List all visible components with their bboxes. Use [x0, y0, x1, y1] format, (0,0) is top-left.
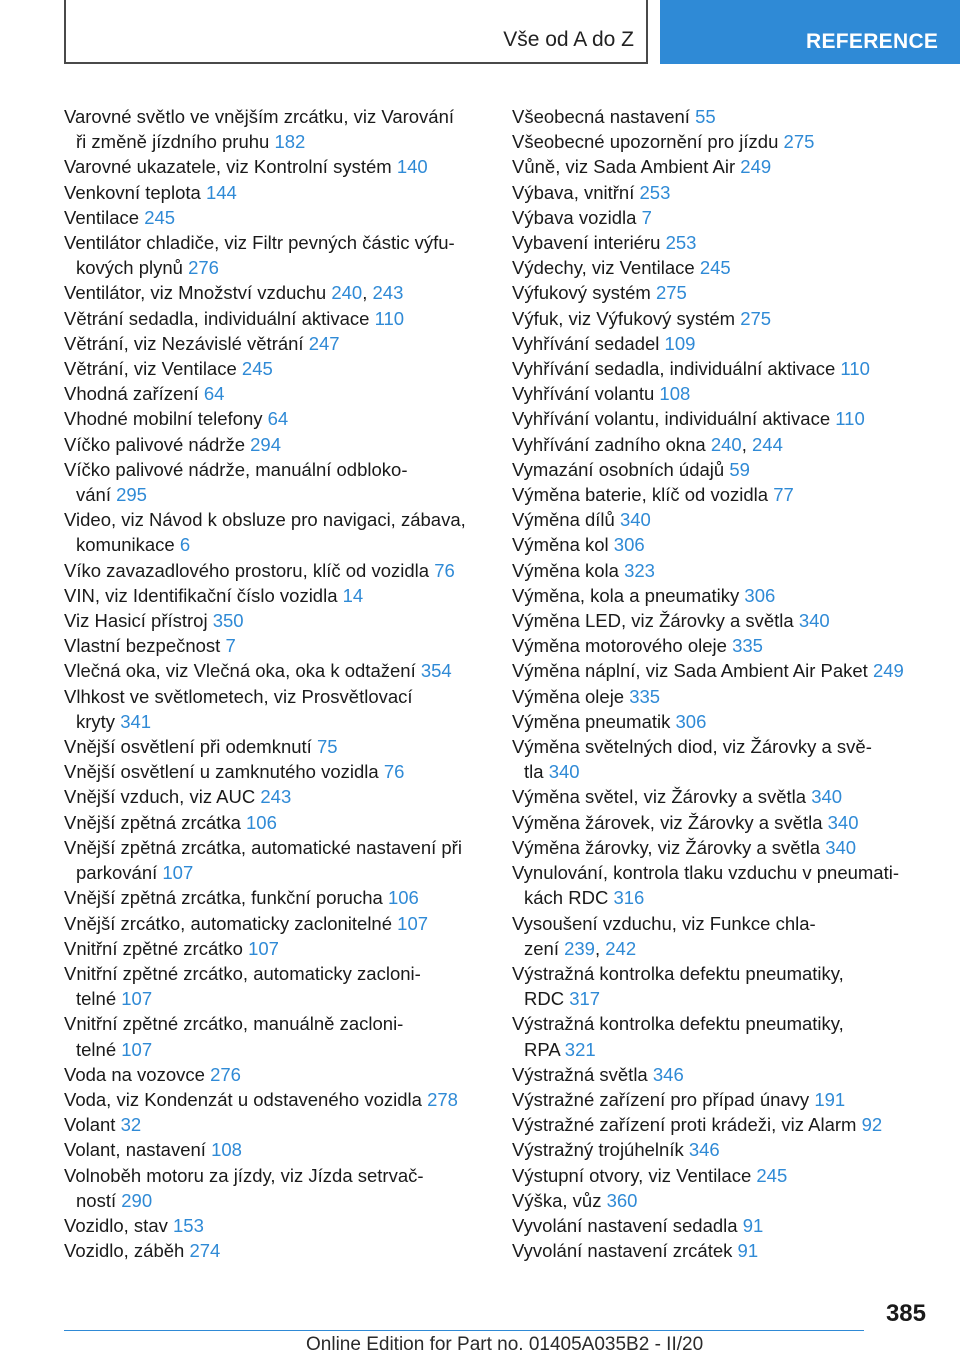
page-reference-link[interactable]: 306: [613, 534, 645, 556]
index-entry: [64, 734, 474, 759]
index-entry: [64, 205, 474, 230]
index-entry-text: Viz Hasicí přístroj: [64, 610, 213, 632]
index-entry-text: Vnitřní zpětné zrcátko: [64, 937, 249, 959]
index-entry-text: Varovné světlo ve vnějším zrcátku, viz Varování: [64, 106, 455, 127]
index-entry: [64, 608, 474, 633]
index-entry: [64, 558, 474, 583]
index-entry-text: Vhodná zařízení: [64, 383, 204, 405]
page-reference-link[interactable]: 245: [144, 206, 176, 228]
page-reference-link[interactable]: 107: [397, 912, 429, 934]
index-entry-text: Vnější osvětlení při odemknutí: [64, 736, 317, 758]
index-entry: [512, 1213, 932, 1238]
index-entry-text: Vyvolání nastavení sedadla: [512, 1214, 743, 1236]
index-entry-text: Vnější vzduch, viz AUC: [64, 786, 261, 808]
index-entry-text: Výstražná světla: [512, 1063, 653, 1085]
index-entry: [512, 1163, 932, 1188]
index-entry-text: Vlečná oka, viz Vlečná oka, oka k odtažení: [64, 660, 421, 682]
page-reference-link[interactable]: 7: [641, 206, 652, 228]
index-entry: [64, 759, 474, 784]
page-reference-link[interactable]: 243: [372, 282, 404, 304]
index-entry: [64, 356, 474, 381]
index-entry: [64, 306, 474, 331]
index-entry-text: Vozidlo, záběh: [64, 1240, 190, 1262]
page-reference-link[interactable]: 275: [655, 282, 687, 304]
page-reference-link[interactable]: 340: [619, 509, 651, 531]
index-entry: [64, 1213, 474, 1238]
page-reference-link[interactable]: 340: [827, 811, 859, 833]
index-entry-text: komunikace: [76, 534, 180, 556]
page-reference-link[interactable]: 106: [387, 887, 419, 909]
page-reference-link[interactable]: 340: [548, 761, 580, 783]
page-reference-link[interactable]: 350: [212, 610, 244, 632]
index-entry: [64, 784, 474, 809]
index-entry-text: parkování: [76, 862, 163, 884]
index-entry-text: Volnoběh motoru za jízdy, viz Jízda setrvač-: [64, 1164, 424, 1186]
page-reference-link[interactable]: 64: [267, 408, 289, 430]
index-entry-text: Vynulování, kontrola tlaku vzduchu v pneumati-: [512, 862, 900, 884]
index-entry: [64, 961, 474, 1011]
page-reference-link[interactable]: 6: [179, 534, 191, 556]
index-entry: [512, 129, 932, 154]
index-entry: [512, 784, 932, 809]
page-number: 385: [885, 1300, 926, 1327]
index-entry: [512, 180, 932, 205]
index-entry-text: Víko zavazadlového prostoru, klíč od vozidla: [64, 559, 435, 581]
index-entry-text: Vhodné mobilní telefony: [64, 408, 268, 430]
page-reference-link[interactable]: 7: [225, 635, 236, 657]
index-entry: [64, 1011, 474, 1061]
page-reference-link[interactable]: 335: [732, 635, 763, 657]
index-entry: [512, 633, 932, 658]
page-reference-link[interactable]: 59: [729, 458, 750, 480]
page-reference-link[interactable]: 191: [814, 1088, 846, 1110]
index-entry-text: Všeobecná nastavení: [512, 106, 696, 127]
index-entry: Ventilátor, viz Množství vzduchu 240, 243: [64, 282, 404, 304]
index-entry: [512, 709, 932, 734]
page-reference-link[interactable]: 107: [248, 937, 279, 959]
page-reference-link[interactable]: 294: [250, 433, 282, 455]
page-reference-link[interactable]: 341: [120, 710, 152, 732]
index-entry-text: Výměna kola: [512, 559, 625, 581]
index-entry: [512, 1112, 932, 1137]
edition-footer: Online Edition for Part no. 01405A035B2 - II/20: [306, 1334, 704, 1355]
index-entry-text: Výbava, vnitřní: [512, 181, 640, 203]
index-entry-text: Výměna dílů: [512, 509, 620, 531]
page-reference-link[interactable]: 140: [396, 156, 428, 178]
index-entry: [64, 810, 474, 835]
index-entry-text: kových plynů: [76, 257, 189, 279]
index-entry-text: Vyhřívání volantu, individuální aktivace: [512, 408, 836, 430]
index-entry-text: Všeobecné upozornění pro jízdu: [512, 131, 784, 153]
index-entry: [64, 633, 474, 658]
index-entry-text: kryty: [76, 710, 121, 732]
index-entry-text: Výměna světel, viz Žárovky a světla: [512, 786, 812, 808]
index-entry: [64, 331, 474, 356]
page-reference-link[interactable]: 107: [121, 1038, 153, 1060]
index-entry: [64, 1163, 474, 1213]
page-reference-link[interactable]: 109: [664, 332, 696, 354]
page-reference-link[interactable]: 316: [613, 887, 645, 909]
page-reference-link[interactable]: 340: [825, 836, 857, 858]
index-entry: [64, 835, 474, 885]
page-reference-link[interactable]: 108: [211, 1139, 242, 1161]
index-entry: [512, 684, 932, 709]
index-entry: [512, 255, 932, 280]
index-entry: [512, 734, 932, 784]
index-entry: [512, 1087, 932, 1112]
index-entry: [512, 1011, 932, 1061]
page-reference-link[interactable]: 317: [569, 988, 601, 1010]
index-entry: [64, 684, 474, 734]
index-entry-text: VIN, viz Identifikační číslo vozidla: [64, 584, 343, 606]
page-reference-link[interactable]: 306: [675, 710, 707, 732]
index-entry: [64, 885, 474, 910]
index-entry: [512, 507, 932, 532]
page-reference-link[interactable]: 76: [434, 559, 455, 581]
page-reference-link[interactable]: 340: [811, 786, 843, 808]
page-reference-link[interactable]: 295: [116, 484, 147, 506]
index-entry: [512, 810, 932, 835]
index-entry-text: Vnitřní zpětné zrcátko, automaticky zacloni-: [64, 962, 421, 984]
index-entry: [64, 936, 474, 961]
index-entry: [64, 381, 474, 406]
index-entry-text: Výbava vozidla: [512, 206, 642, 228]
index-entry: [64, 507, 474, 557]
index-entry: [512, 860, 932, 910]
page-reference-link[interactable]: 240: [331, 282, 363, 304]
page-reference-link[interactable]: 275: [740, 307, 772, 329]
index-entry-text: Výstražná kontrolka defektu pneumatiky,: [512, 1013, 844, 1035]
index-entry: [512, 583, 932, 608]
index-entry-text: Výška, vůz: [512, 1189, 607, 1211]
reference-tab: [660, 0, 960, 64]
index-entry-text: vání: [76, 484, 117, 506]
page-reference-link[interactable]: 249: [872, 660, 904, 682]
index-entry-text: Víčko palivové nádrže: [64, 433, 251, 455]
footer-divider: [64, 1330, 864, 1331]
page-reference-link[interactable]: 107: [162, 862, 194, 884]
page-reference-link[interactable]: 243: [260, 786, 292, 808]
index-entry: [512, 482, 932, 507]
index-entry-text: Vůně, viz Sada Ambient Air: [512, 156, 741, 178]
index-entry-text: Vyhřívání volantu: [512, 383, 660, 405]
index-entry-text: Vnější zpětná zrcátka, funkční porucha: [64, 887, 388, 909]
page-reference-link[interactable]: 153: [173, 1214, 204, 1236]
page-reference-link[interactable]: 274: [189, 1240, 221, 1262]
index-entry-text: Vnější zrcátko, automaticky zaclonitelné: [64, 912, 398, 934]
index-entry-text: Výstražný trojúhelník: [512, 1139, 689, 1161]
page-reference-link[interactable]: 275: [783, 131, 815, 153]
index-entry: [512, 558, 932, 583]
page-reference-link[interactable]: 335: [629, 685, 661, 707]
page-reference-link[interactable]: 323: [624, 559, 655, 581]
index-entry-text: RDC: [524, 988, 570, 1010]
index-entry: [512, 457, 932, 482]
page-reference-link[interactable]: 253: [665, 232, 697, 254]
index-entry: [64, 104, 474, 154]
index-entry: [512, 154, 932, 179]
index-entry-text: kách RDC: [524, 887, 614, 909]
page-reference-link[interactable]: 245: [756, 1164, 788, 1186]
index-entry: [512, 205, 932, 230]
index-entry-text: Vymazání osobních údajů: [512, 458, 730, 480]
index-entry-text: Ventilace: [64, 206, 145, 228]
index-entry-text: Výdechy, viz Ventilace: [512, 257, 700, 279]
index-entry-text: Vyhřívání sedadla, individuální aktivace: [512, 358, 841, 380]
index-entry-text: Výstupní otvory, viz Ventilace: [512, 1164, 757, 1186]
index-entry: [512, 230, 932, 255]
index-entry: [64, 180, 474, 205]
index-entry-text: Výměna oleje: [512, 685, 630, 707]
index-entry-text: Větrání, viz Ventilace: [64, 358, 242, 380]
page-reference-link[interactable]: 110: [374, 307, 405, 329]
index-entry: Vysoušení vzduchu, viz Funkce chla- zení 239, 242: [512, 912, 816, 959]
page-reference-link[interactable]: 244: [752, 433, 783, 455]
index-entry-text: Varovné ukazatele, viz Kontrolní systém: [64, 156, 397, 178]
index-entry: [512, 331, 932, 356]
index-entry-text: Vybavení interiéru: [512, 232, 666, 254]
page-reference-link[interactable]: 32: [120, 1114, 142, 1136]
page-reference-link[interactable]: 245: [241, 358, 273, 380]
index-entry: [64, 154, 474, 179]
index-entry: [512, 356, 932, 381]
index-entry-text: telné: [76, 988, 122, 1010]
page-reference-link[interactable]: 278: [427, 1088, 458, 1110]
page-reference-link[interactable]: 306: [744, 584, 776, 606]
page-reference-link[interactable]: 91: [742, 1214, 764, 1236]
page-reference-link[interactable]: 245: [699, 257, 731, 279]
index-entry-text: Vysoušení vzduchu, viz Funkce chla-: [512, 912, 816, 934]
index-entry-text: Vnitřní zpětné zrcátko, manuálně zacloni-: [64, 1013, 404, 1035]
index-entry-text: Výměna kol: [512, 534, 614, 556]
reference-tab-label: REFERENCE: [806, 30, 939, 53]
page-reference-link[interactable]: 253: [639, 181, 671, 203]
index-entry-text: Voda, viz Kondenzát u odstaveného vozidla: [64, 1088, 428, 1110]
index-entry-text: Vnější osvětlení u zamknutého vozidla: [64, 761, 384, 783]
index-entry: [512, 658, 932, 683]
index-entry: [512, 961, 932, 1011]
index-entry-text: Volant, nastavení: [64, 1139, 212, 1161]
index-entry-text: Výfukový systém: [512, 282, 656, 304]
index-entry-text: Výměna, kola a pneumatiky: [512, 584, 745, 606]
index-entry-text: Výměna motorového oleje: [512, 635, 733, 657]
index-entry: [64, 658, 474, 683]
index-entry: [512, 835, 932, 860]
index-entry: [512, 1137, 932, 1162]
index-entry: [512, 280, 932, 305]
index-entry-text: Volant: [64, 1114, 121, 1136]
index-entry: [512, 608, 932, 633]
section-title: Vše od A do Z: [503, 28, 634, 51]
page-reference-link[interactable]: 354: [420, 660, 452, 682]
index-entry: [64, 1112, 474, 1137]
index-entry-text: Ventilátor, viz Množství vzduchu: [64, 282, 332, 304]
index-entry: [64, 457, 474, 507]
index-entry: [64, 1137, 474, 1162]
page-reference-link[interactable]: 276: [188, 257, 219, 279]
index-entry-text: Výstražné zařízení pro případ únavy: [512, 1088, 815, 1110]
index-entry: Vyhřívání zadního okna 240, 244: [512, 433, 783, 455]
index-entry-text: zení: [524, 937, 565, 959]
index-entry-text: Vlastní bezpečnost: [64, 635, 226, 657]
index-entry-text: Výměna pneumatik: [512, 710, 676, 732]
index-entry-text: Výměna LED, viz Žárovky a světla: [512, 610, 799, 632]
page-reference-link[interactable]: 92: [861, 1114, 883, 1136]
page-reference-link[interactable]: 76: [383, 761, 405, 783]
index-entry-text: Vyhřívání zadního okna: [512, 433, 711, 455]
page-reference-link[interactable]: 108: [659, 383, 691, 405]
page-reference-link[interactable]: 14: [342, 584, 364, 606]
page-reference-link[interactable]: 276: [210, 1063, 241, 1085]
page-reference-link[interactable]: 340: [798, 610, 830, 632]
index-entry: [512, 104, 932, 129]
page-reference-link[interactable]: 144: [205, 181, 237, 203]
page-reference-link[interactable]: 247: [308, 332, 340, 354]
index-entry: [512, 1188, 932, 1213]
index-entry-text: Výměna žárovek, viz Žárovky a světla: [512, 811, 828, 833]
index-entry-text: ností: [76, 1189, 122, 1211]
index-entry-text: Výstražná kontrolka defektu pneumatiky,: [512, 962, 844, 984]
page-reference-link[interactable]: 182: [274, 131, 306, 153]
page-reference-link[interactable]: 107: [121, 988, 153, 1010]
index-entry-text: Větrání sedadla, individuální aktivace: [64, 307, 375, 329]
page-reference-link[interactable]: 249: [740, 156, 772, 178]
page-reference-link[interactable]: 64: [203, 383, 225, 405]
index-entry: [64, 1062, 474, 1087]
index-entry-text: tla: [524, 761, 549, 783]
page-reference-link[interactable]: 239: [564, 937, 595, 959]
index-entry-text: Vyhřívání sedadel: [512, 332, 665, 354]
index-entry: [64, 911, 474, 936]
page-reference-link[interactable]: 346: [688, 1139, 720, 1161]
index-entry-text: Výměna baterie, klíč od vozidla: [512, 484, 774, 506]
index-entry-text: RPA: [524, 1038, 565, 1060]
index-entry-text: Vnější zpětná zrcátka: [64, 811, 247, 833]
index-entry: [512, 406, 932, 431]
index-entry-text: Venkovní teplota: [64, 181, 206, 203]
index-entry-text: Vyvolání nastavení zrcátek: [512, 1240, 738, 1262]
page-reference-link[interactable]: 110: [835, 408, 865, 430]
index-entry: [512, 1238, 932, 1263]
index-column-left: [64, 104, 474, 1263]
page-reference-link[interactable]: 91: [737, 1240, 759, 1262]
index-column-right: [512, 104, 932, 1263]
page-reference-link[interactable]: 346: [652, 1063, 684, 1085]
index-entry-text: Výfuk, viz Výfukový systém: [512, 307, 741, 329]
index-entry-text: Vlhkost ve světlometech, viz Prosvětlovací: [64, 685, 413, 707]
page-reference-link[interactable]: 55: [695, 106, 716, 127]
index-entry-text: Výměna žárovky, viz Žárovky a světla: [512, 836, 826, 858]
index-entry: [64, 406, 474, 431]
index-entry-text: Výstražné zařízení proti krádeži, viz Alarm: [512, 1114, 862, 1136]
index-entry-text: Výměna světelných diod, viz Žárovky a svě-: [512, 736, 872, 758]
index-entry: [512, 381, 932, 406]
index-entry: [64, 583, 474, 608]
index-entry: [64, 230, 474, 280]
index-entry-text: Ventilátor chladiče, viz Filtr pevných částic výfu-: [64, 232, 455, 254]
page-reference-link[interactable]: 290: [121, 1189, 153, 1211]
index-entry-text: ři změně jízdního pruhu: [76, 131, 275, 153]
page-reference-link[interactable]: 106: [246, 811, 277, 833]
index-entry-text: Větrání, viz Nezávislé větrání: [64, 332, 309, 354]
page-reference-link[interactable]: 242: [605, 937, 637, 959]
index-entry: [512, 306, 932, 331]
index-entry: [64, 1238, 474, 1263]
page-reference-link[interactable]: 110: [840, 358, 870, 380]
index-entry-text: Video, viz Návod k obsluze pro navigaci, zábava,: [64, 509, 466, 531]
index-entry-text: telné: [76, 1038, 122, 1060]
index-entry: [64, 1087, 474, 1112]
page-reference-link[interactable]: 360: [606, 1189, 638, 1211]
index-entry-text: Výměna náplní, viz Sada Ambient Air Paket: [512, 660, 873, 682]
index-entry-text: Víčko palivové nádrže, manuální odbloko-: [64, 458, 408, 480]
index-entry-text: Vnější zpětná zrcátka, automatické nastavení při: [64, 836, 462, 858]
index-entry-text: Vozidlo, stav: [64, 1214, 174, 1236]
page-reference-link[interactable]: 240: [710, 433, 742, 455]
index-entry: [512, 1062, 932, 1087]
page-reference-link[interactable]: 77: [773, 484, 794, 506]
page-reference-link[interactable]: 321: [564, 1038, 596, 1060]
index-entry: [64, 432, 474, 457]
index-entry-text: Voda na vozovce: [64, 1063, 211, 1085]
index-entry: [512, 532, 932, 557]
page-reference-link[interactable]: 75: [316, 736, 338, 758]
